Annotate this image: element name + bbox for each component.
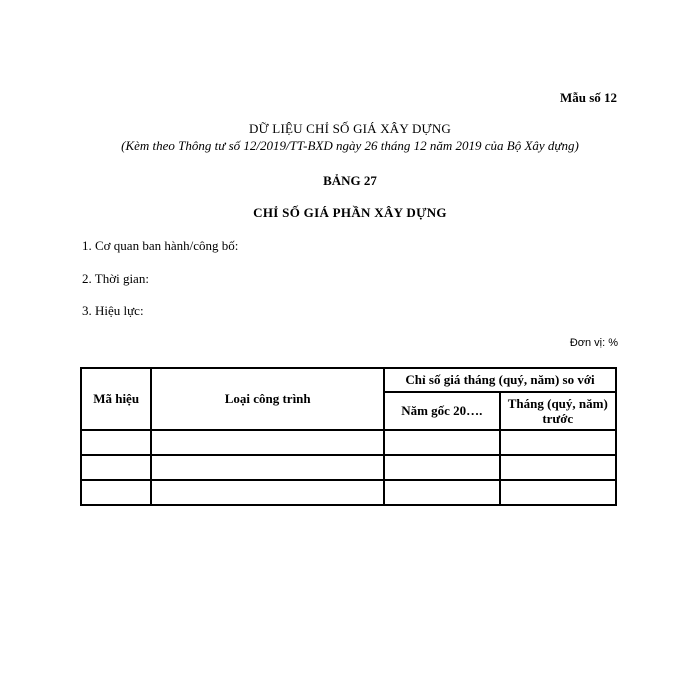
table-cell[interactable] — [151, 455, 384, 480]
price-index-table — [80, 367, 617, 506]
table-cell[interactable] — [81, 430, 151, 455]
header-previous-period — [500, 392, 616, 430]
table-cell[interactable] — [500, 480, 616, 505]
table-row — [81, 480, 616, 505]
table-cell[interactable] — [151, 430, 384, 455]
unit-label: Đơn vị: % — [569, 337, 618, 349]
document-subtitle: (Kèm theo Thông tư số 12/2019/TT-BXD ngày 26 tháng 12 năm 2019 của Bộ Xây dựng) — [121, 138, 579, 153]
table-cell[interactable] — [81, 455, 151, 480]
issuer-field-label: 1. Cơ quan ban hành/công bố: — [82, 238, 239, 253]
header-base-year: Năm gốc 20…. — [384, 392, 499, 430]
table-number: BẢNG 27 — [323, 173, 377, 188]
table-cell[interactable] — [384, 430, 499, 455]
table-cell[interactable] — [151, 480, 384, 505]
header-construction-type: Loại công trình — [151, 368, 384, 430]
table-cell[interactable] — [500, 430, 616, 455]
header-code: Mã hiệu — [81, 368, 151, 430]
table-cell[interactable] — [384, 480, 499, 505]
table-cell[interactable] — [500, 455, 616, 480]
document-title: DỮ LIỆU CHỈ SỐ GIÁ XÂY DỰNG — [248, 121, 452, 136]
table-row — [81, 430, 616, 455]
header-previous-period-label: Tháng (quý, năm) trước — [507, 395, 608, 426]
index-title: CHỈ SỐ GIÁ PHẦN XÂY DỰNG — [253, 205, 447, 220]
table-cell[interactable] — [384, 455, 499, 480]
time-field-label: 2. Thời gian: — [82, 271, 149, 286]
form-number: Mẫu số 12 — [559, 90, 617, 105]
validity-field-label: 3. Hiệu lực: — [82, 303, 144, 318]
header-index-group: Chỉ số giá tháng (quý, năm) so với — [384, 368, 616, 392]
table-row — [81, 455, 616, 480]
table-cell[interactable] — [81, 480, 151, 505]
